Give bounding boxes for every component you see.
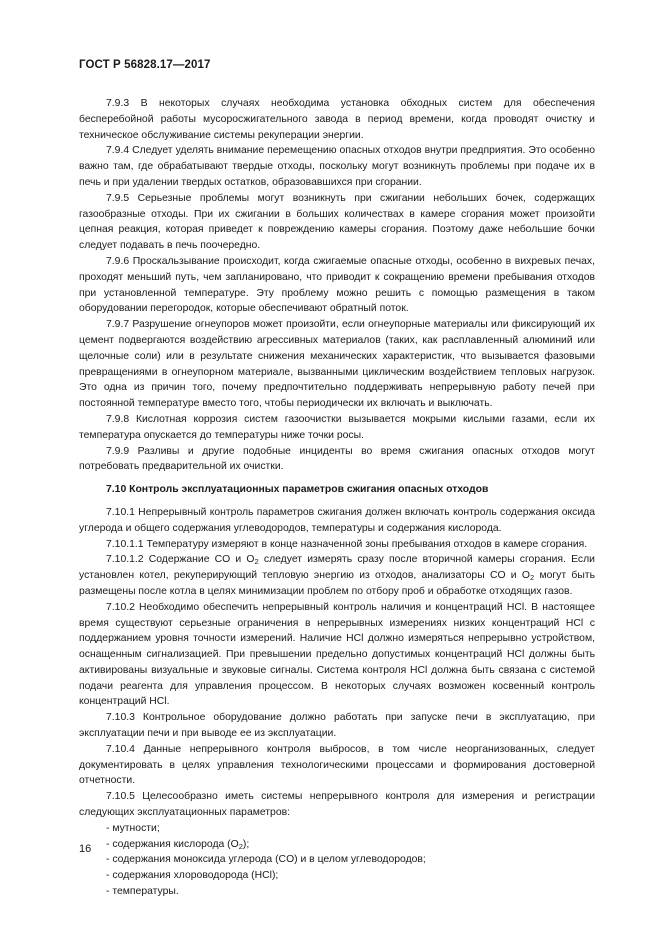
list-item-oxygen-text: - содержания кислорода (O	[106, 838, 239, 850]
paragraph-7-9-4: 7.9.4 Следует уделять внимание перемещению опасных отходов внутри предприятия. Это особенно важно там, где обрабатывают твердые отходы, поскольку могут возникнуть проблемы при подаче их в печь и при удалении твердых остатков, образовавшихся при сгорании.	[79, 145, 595, 188]
page-number: 16	[79, 843, 92, 855]
paragraph-7-10-1-1: 7.10.1.1 Температуру измеряют в конце назначенной зоны пребывания отходов в камере сгорания.	[106, 538, 588, 550]
list-item-temperature: - температуры.	[106, 886, 179, 898]
paragraph-7-9-8: 7.9.8 Кислотная коррозия систем газоочистки вызывается мокрыми кислыми газами, если их температура опускается до температуры ниже точки росы.	[79, 413, 595, 441]
paragraph-7-9-6: 7.9.6 Проскальзывание происходит, когда сжигаемые опасные отходы, особенно в вихревых печах, проходят меньший путь, чем запланировано, что приводит к сокращению времени пребывания отходов при установленной температуре. Эту проблему можно решить с помощью размещения в таком оборудовании перегородок, которые обеспечивают обратный поток.	[79, 255, 595, 315]
page-body	[79, 96, 595, 900]
document-header: ГОСТ Р 56828.17—2017	[79, 59, 211, 71]
paragraph-7-10-4: 7.10.4 Данные непрерывного контроля выбросов, в том числе неорганизованных, следует документировать в целях управления технологическими процессами и формирования достоверной отчетности.	[79, 743, 595, 787]
list-item-oxygen	[106, 837, 595, 853]
paragraph-7-9-7: 7.9.7 Разрушение огнеупоров может произойти, если огнеупорные материалы или фиксирующий их цемент подвергаются воздействию агрессивных материалов (таких, как расплавленный алюминий или щелочные соли) или в результате снижения механических характеристик, что вызывается фазовыми превращениями в огнеупорном материале, вызванными циклическим воздействием тепловых нагрузок. Это одна из причин того, почему предпочтительно поддерживать непрерывную работу печей при постоянной температуре вместо того, чтобы периодически их включать и выключать.	[79, 319, 595, 410]
paragraph-7-10-1-2-part1: 7.10.1.2 Содержание CO и O	[106, 554, 255, 566]
paragraph-7-10-1-2	[79, 552, 595, 599]
subscript-2: 2	[254, 557, 259, 567]
subscript-2: 2	[238, 841, 243, 851]
list-item-carbon-monoxide: - содержания моноксида углерода (CO) и в целом углеводородов;	[106, 854, 426, 866]
paragraph-7-9-5: 7.9.5 Серьезные проблемы могут возникнуть при сжигании небольших бочек, содержащих газообразные отходы. При их сжигании в больших количествах в камере сгорания может произойти цепная реакция, которая приведет к повреждению камеры сгорания. Поэтому даже небольшие бочки следует подавать в печь поочередно.	[79, 192, 595, 252]
paragraph-7-9-9: 7.9.9 Разливы и другие подобные инциденты во время сжигания опасных отходов могут потребовать предварительной их очистки.	[79, 445, 595, 473]
section-title-7-10: 7.10 Контроль эксплуатационных параметров сжигания опасных отходов	[106, 484, 489, 496]
paragraph-7-10-3: 7.10.3 Контрольное оборудование должно работать при запуске печи в эксплуатацию, при эксплуатации печи и при выводе ее из эксплуатации.	[79, 712, 595, 740]
paragraph-7-9-3: 7.9.3 В некоторых случаях необходима установка обходных систем для обеспечения бесперебойной работы мусоросжигательного завода в период времени, когда проводят очистку и техническое обслуживание системы рекуперации энергии.	[79, 98, 595, 141]
list-item-turbidity: - мутности;	[106, 822, 160, 834]
subscript-2: 2	[529, 573, 535, 583]
paragraph-7-10-1: 7.10.1 Непрерывный контроль параметров сжигания должен включать контроль содержания оксида углерода и общего содержания углеводородов, температуры и содержания кислорода.	[79, 506, 595, 534]
list-item-hcl: - содержания хлороводорода (HCl);	[106, 870, 279, 882]
paragraph-7-10-5: 7.10.5 Целесообразно иметь системы непрерывного контроля для измерения и регистрации следующих эксплуатационных параметров:	[79, 791, 595, 819]
paragraph-7-10-1-2-part3: могут быть размещены после котла в целях минимизации проблем по отбору проб и обработке отходящих газов.	[79, 570, 595, 597]
paragraph-7-10-2: 7.10.2 Необходимо обеспечить непрерывный контроль наличия и концентраций HCl. В настоящее время существуют серьезные ограничения в непрерывных измерениях низких концентраций HCl с поддержанием уровня точности измерений. Наличие HCl должно измеряться непрерывно устройством, оснащенным сигнализацией. При превышении предельно допустимых концентраций HCl должны быть активированы визуальные и звуковые сигналы. Система контроля HCl должна быть связана с системой подачи реагента для управления процессом. В некоторых случаях возможен косвенный контроль концентраций HCl.	[79, 601, 595, 708]
parameter-list	[79, 821, 595, 900]
list-item-oxygen-close: );	[242, 838, 250, 850]
paragraph-7-10-1-2-part2: следует измерять сразу после вторичной камеры сгорания. Если установлен котел, рекуперирующий тепловую энергию из отходов, анализаторы CO и O	[79, 554, 595, 582]
